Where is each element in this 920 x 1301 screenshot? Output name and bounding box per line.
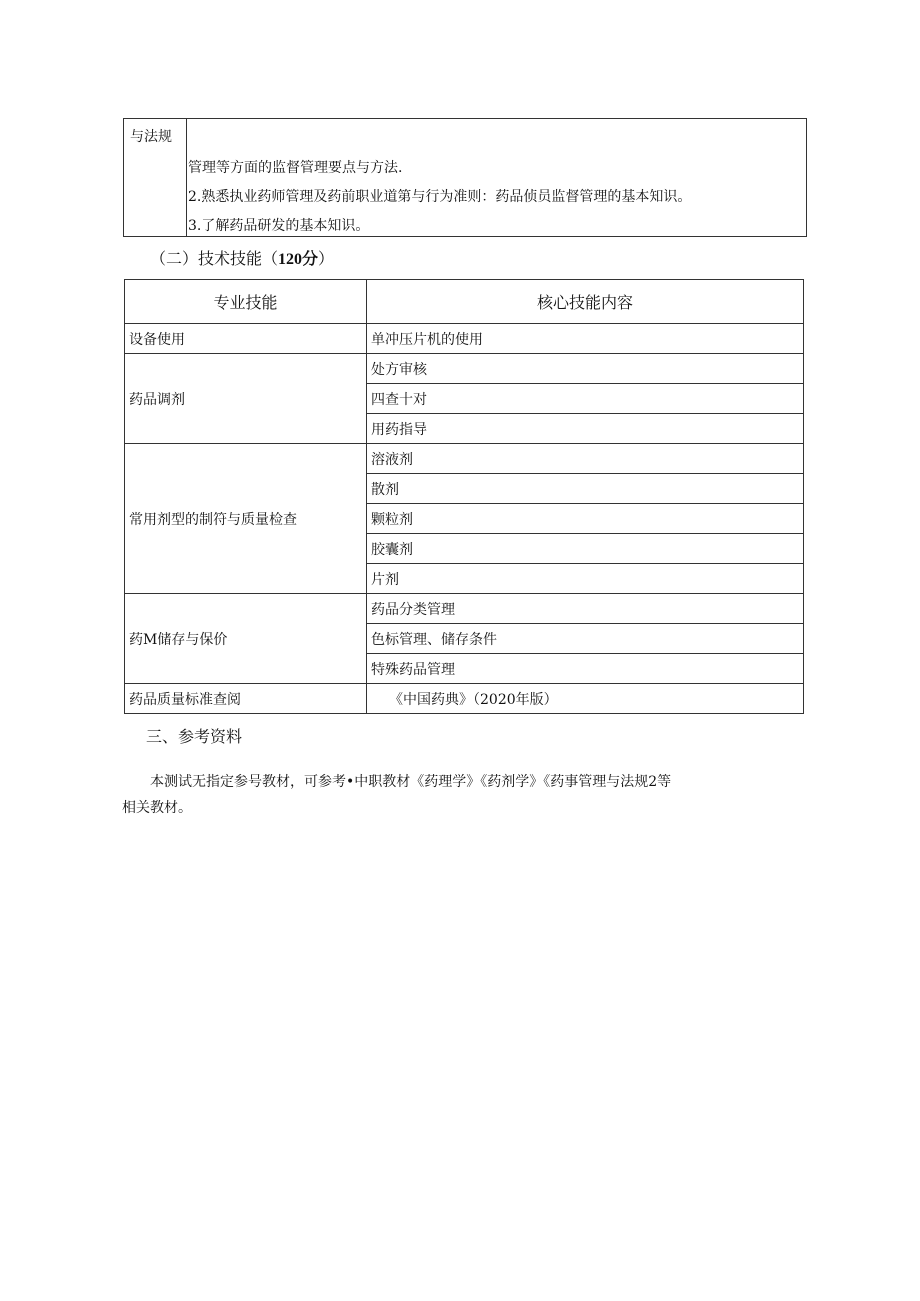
skill-item-cell: 胶囊剂 [367,534,804,564]
regulations-category-cell [124,119,187,236]
skill-item-cell: 溶液剂 [367,444,804,474]
table-row [125,594,804,624]
skill-item-cell: 特殊药品管理 [367,654,804,684]
regulations-line-1: 管理等方面的监督管理要点与方法. [188,160,403,176]
skill-item-cell: 色标管理、储存条件 [367,624,804,654]
category-cell: 常用剂型的制符与质量检查 [125,444,367,594]
section-three-heading: 三、参考资料 [146,727,243,746]
skill-item-cell: 单冲压片机的使用 [367,324,804,354]
skill-item-cell: 散剂 [367,474,804,504]
table-row [125,444,804,474]
table-row [125,354,804,384]
reference-line-2: 相关教材。 [122,800,192,816]
regulations-table-fragment [123,118,807,237]
skill-item-cell: 《中国药典》（2020年版） [367,684,804,714]
skill-item-cell: 四查十对 [367,384,804,414]
skill-item-cell: 处方审核 [367,354,804,384]
section-two-suffix: ） [318,249,335,268]
skill-item-cell: 颗粒剂 [367,504,804,534]
regulations-category-label: 与法规 [130,129,172,145]
category-cell: 药M储存与保价 [125,594,367,684]
section-two-prefix: （二）技术技能（ [150,249,279,268]
header-specialty-skill: 专业技能 [125,280,367,324]
section-two-heading [150,246,334,269]
table-row [125,684,804,714]
category-cell: 药品调剂 [125,354,367,444]
section-two-score: 120分 [278,251,319,268]
header-core-skill-content: 核心技能内容 [367,280,804,324]
skills-table [124,279,804,714]
table-row [125,324,804,354]
reference-line-1: 本测试无指定参号教材，可参考•中职教材《药理学》《药剂学》《药事管理与法规2等 [150,774,672,790]
regulations-line-2: 2.熟悉执业药师管理及药前职业道第与行为准则：药品侦员监督管理的基本知识。 [188,189,692,205]
skills-header-row [125,280,804,324]
skill-item-cell: 片剂 [367,564,804,594]
category-cell: 药品质量标准查阅 [125,684,367,714]
regulations-line-3: 3.了解药品研发的基本知识。 [188,218,370,234]
category-cell: 设备使用 [125,324,367,354]
skill-item-cell: 药品分类管理 [367,594,804,624]
skill-item-cell: 用药指导 [367,414,804,444]
